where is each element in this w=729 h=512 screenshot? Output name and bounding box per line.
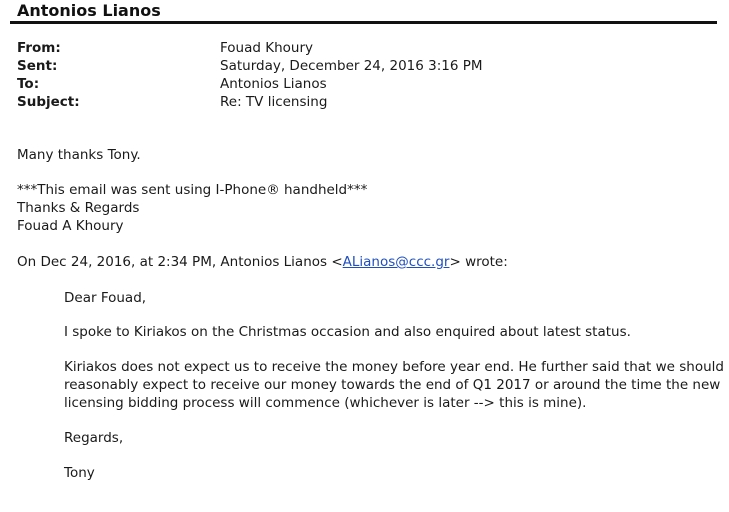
subject-label: Subject: <box>17 94 80 110</box>
quoted-signature: Tony <box>64 465 95 481</box>
quote-header-suffix: > wrote: <box>449 254 508 270</box>
from-value: Fouad Khoury <box>220 40 313 56</box>
quoted-closing: Regards, <box>64 430 124 446</box>
to-value: Antonios Lianos <box>220 76 327 92</box>
header-divider <box>10 21 717 24</box>
reply-line-regards: Thanks & Regards <box>17 200 140 216</box>
quoted-paragraph-2-line-1: Kiriakos does not expect us to receive the money before year end. He further said that we should <box>64 359 724 375</box>
quoted-paragraph-2-line-3: licensing bidding process will commence (whichever is later --> this is mine). <box>64 395 587 411</box>
quoted-sender-email-link[interactable]: ALianos@ccc.gr <box>342 254 450 270</box>
quote-header <box>17 254 508 270</box>
quote-header-prefix: On Dec 24, 2016, at 2:34 PM, Antonios Lianos < <box>17 254 343 270</box>
from-label: From: <box>17 40 61 56</box>
sent-value: Saturday, December 24, 2016 3:16 PM <box>220 58 483 74</box>
reply-line-iphone: ***This email was sent using I-Phone® handheld*** <box>17 182 368 198</box>
reply-line-thanks: Many thanks Tony. <box>17 147 141 163</box>
quoted-greeting: Dear Fouad, <box>64 290 147 306</box>
subject-value: Re: TV licensing <box>220 94 328 110</box>
to-label: To: <box>17 76 40 92</box>
quoted-paragraph-2-line-2: reasonably expect to receive our money towards the end of Q1 2017 or around the time the new <box>64 377 721 393</box>
sender-name: Antonios Lianos <box>17 1 161 20</box>
reply-line-name: Fouad A Khoury <box>17 218 124 234</box>
sent-label: Sent: <box>17 58 58 74</box>
quoted-paragraph-1: I spoke to Kiriakos on the Christmas occasion and also enquired about latest status. <box>64 324 631 340</box>
